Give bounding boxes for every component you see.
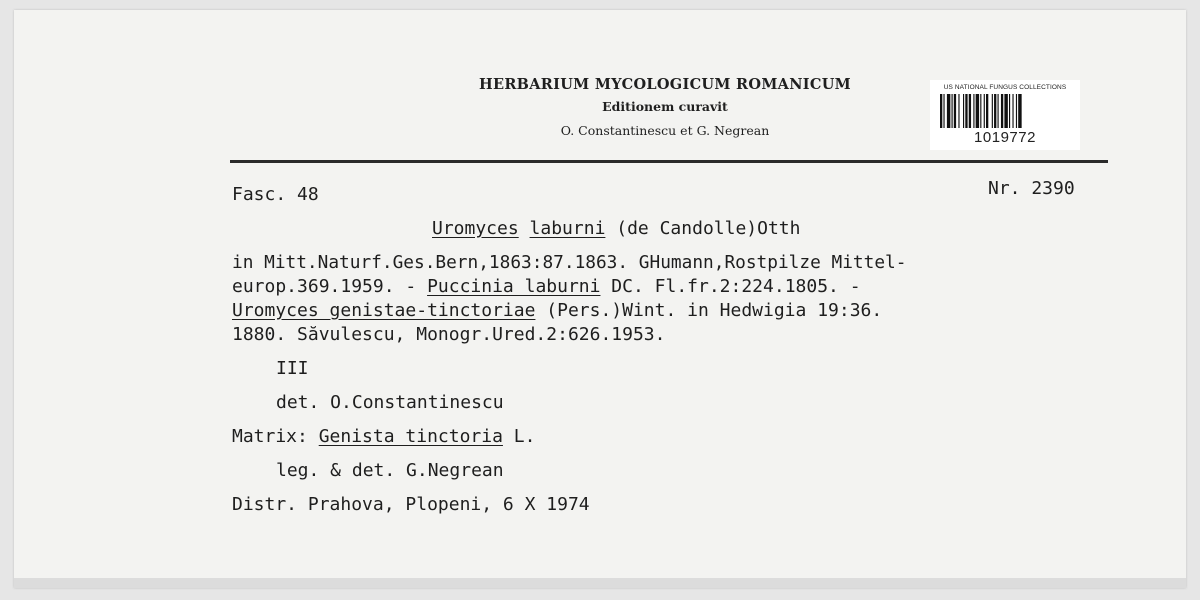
barcode-number: 1019772 [974, 129, 1036, 146]
synonym-uromyces: Uromyces genistae-tinctoriae [232, 300, 536, 321]
determiner: det. O.Constantinescu [276, 392, 504, 413]
barcode-caption: US NATIONAL FUNGUS COLLECTIONS [943, 84, 1067, 91]
fascicle-number: Fasc. 48 [232, 184, 319, 205]
bottom-edge [14, 578, 1186, 588]
citation-line-4: 1880. Săvulescu, Monogr.Ured.2:626.1953. [232, 324, 666, 345]
species-name [432, 218, 800, 240]
species-genus: Uromyces [432, 218, 519, 239]
matrix-label: Matrix: [232, 426, 319, 447]
barcode-label [930, 80, 1080, 150]
exsiccata-number: Nr. 2390 [988, 178, 1075, 199]
editor-note: Editionem curavit [602, 99, 728, 114]
herbarium-title: HERBARIUM MYCOLOGICUM ROMANICUM [478, 76, 852, 93]
citation-line-3-text: (Pers.)Wint. in Hedwigia 19:36. [535, 300, 883, 321]
matrix-line [232, 426, 535, 448]
header-rule [230, 160, 1108, 163]
citation-line-3 [232, 300, 882, 322]
distribution: Distr. Prahova, Plopeni, 6 X 1974 [232, 494, 590, 515]
collector: leg. & det. G.Negrean [276, 460, 504, 481]
species-authority: (de Candolle)Otth [616, 218, 801, 239]
barcode-icon [938, 94, 1072, 128]
label-header [440, 76, 890, 140]
citation-line-2-text: europ.369.1959. - [232, 276, 428, 297]
editors: O. Constantinescu et G. Negrean [560, 123, 770, 138]
host-name: Genista tinctoria [318, 426, 503, 447]
host-authority: L. [502, 426, 536, 447]
citation-line-2 [232, 276, 861, 298]
spore-stage: III [276, 358, 309, 379]
synonym-puccinia: Puccinia laburni [427, 276, 601, 297]
citation-line-2-text-b: DC. Fl.fr.2:224.1805. - [600, 276, 861, 297]
citation-line-1: in Mitt.Naturf.Ges.Bern,1863:87.1863. GHumann,Rostpilze Mittel- [232, 252, 907, 273]
species-epithet: laburni [529, 218, 606, 239]
